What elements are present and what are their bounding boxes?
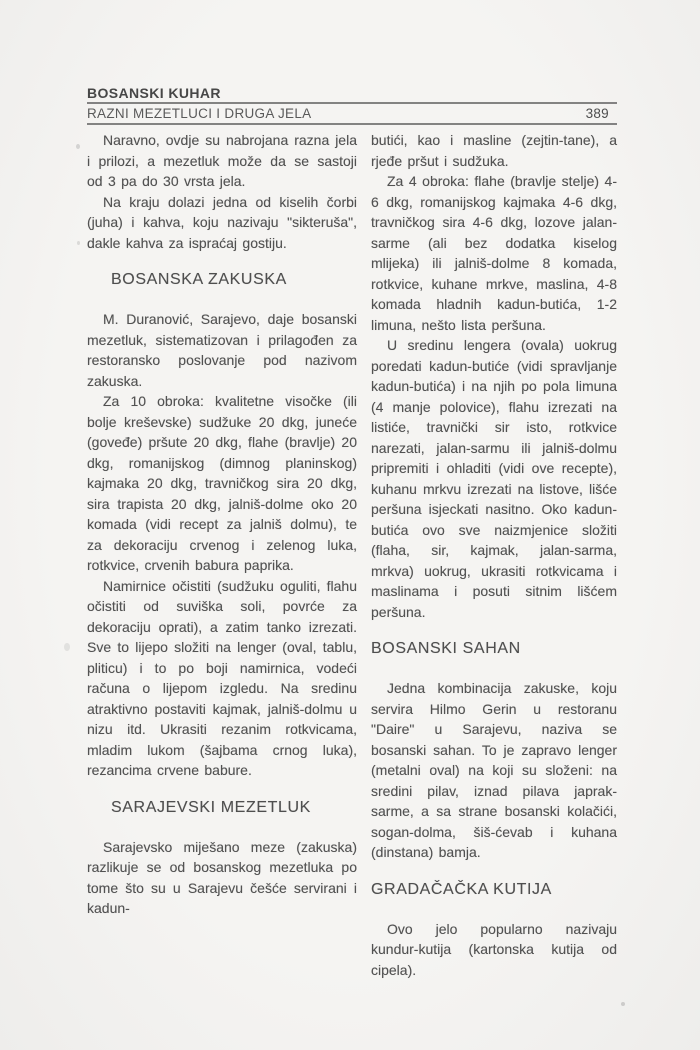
section-heading-sarajevski-mezetluk: SARAJEVSKI MEZETLUK bbox=[111, 798, 311, 816]
paragraph-continuation: butići, kao i masline (zejtin-tane), a rjeđe pršut i sudžuka. bbox=[371, 132, 617, 169]
paragraph: Ovo jelo popularno nazivaju kundur-kutija (kartonska kutija od cipela). bbox=[371, 920, 617, 978]
chapter-title: RAZNI MEZETLUCI I DRUGA JELA bbox=[87, 106, 312, 121]
scan-speckle bbox=[77, 241, 80, 245]
section-heading-bosanski-sahan: BOSANSKI SAHAN bbox=[371, 640, 521, 657]
paragraph: Naravno, ovdje su nabrojana razna jela i prilozi, a mezetluk može da se sastoji od 3 pa do 30 vrsta jela. bbox=[87, 132, 357, 189]
text-columns bbox=[87, 130, 617, 980]
paragraph: Na kraju dolazi jedna od kiselih čorbi (juha) i kahva, koju nazivaju "sikteruša", dakle kahva za ispraćaj gostiju. bbox=[87, 193, 357, 251]
paragraph: Namirnice očistiti (sudžuku oguliti, flahu očistiti od suviška soli, povrće za dekoraciju oprati), a zatim tanko izrezati. Sve to lijepo složiti na lenger (oval, tablu, pliticu) i to po boji namirnica, vodeći računa o lijepom izgledu. Na sredinu atraktivno postaviti kajmak, jalniš-dolmu u nizu itd. Ukrasiti rezanim rotkvicama, mladim lukom (šajbama crnog luka), rezancima crvene babure. bbox=[87, 577, 357, 778]
left-column bbox=[87, 130, 357, 980]
section-heading-bosanska-zakuska: BOSANSKA ZAKUSKA bbox=[111, 271, 287, 288]
header-rule-bottom bbox=[87, 123, 617, 125]
header-rule-top bbox=[87, 102, 617, 104]
paragraph: Za 10 obroka: kvalitetne visočke (ili bolje kreševske) sudžuke 20 dkg, juneće (goveđe) pršute 20 dkg, flahe (bravlje) 20 dkg, romanijskog (dimnog planinskog) kajmaka 20 dkg, travničkog sira 20 dkg, sira trapista 20 dkg, jalniš-dolme oko 20 komada (vidi recept za jalniš dolmu), te za dekoraciju crvenog i zelenog luka, rotkvice, crvenih babura paprika. bbox=[87, 393, 357, 573]
scan-speckle bbox=[621, 1002, 625, 1006]
paragraph: Sarajevsko miješano meze (zakuska) razlikuje se od bosanskog mezetluka po tome što su u Sarajevu češće servirani i kadun- bbox=[87, 838, 357, 916]
scan-speckle bbox=[76, 144, 80, 149]
page-content bbox=[87, 86, 617, 980]
paragraph: Jedna kombinacija zakuske, koju servira Hilmo Gerin u restoranu "Daire" u Sarajevu, naziva se bosanski sahan. To je zapravo lenger (metalni oval) na koji su složeni: na sredini pilav, iznad pilava japrak-sarme, a sa strane bosanski kolačići, sogan-dolma, šiš-ćevab i kuhana (dinstana) bamja. bbox=[371, 680, 617, 860]
paragraph: Za 4 obroka: flahe (bravlje stelje) 4-6 dkg, romanijskog kajmaka 4-6 dkg, travničkog sira 4-6 dkg, lozove jalan-sarme (ali bez dodatka kiselog mlijeka) ili jalniš-dolme 8 komada, rotkvice, kuhane mrkve, maslina, 4-8 komada hladnih kadun-butića, 1-2 limuna, nešto lista peršuna. bbox=[371, 173, 617, 333]
book-title: BOSANSKI KUHAR bbox=[87, 85, 221, 101]
paragraph: U sredinu lengera (ovala) uokrug poredati kadun-butiće (vidi spravljanje kadun-butića) i na njih po pola limuna (4 manje polovice), flahu izrezati na listiće, travnički sir isto, rotkvice narezati, jalan-sarmu ili jalniš-dolmu pripremiti i ohladiti (vidi ove recepte), kuhanu mrkvu izrezati na listove, lišće peršuna isjeckati nasitno. Oko kadun-butića ovo sve naizmjenice složiti (flaha, sir, kajmak, jalan-sarma, mrkva) uokrug, ukrasiti rotkvicama i maslinama i posuti sitnim lišćem peršuna. bbox=[371, 337, 617, 620]
scan-speckle bbox=[64, 643, 70, 651]
paragraph: M. Duranović, Sarajevo, daje bosanski mezetluk, sistematizovan i prilagođen za restoransko poslovanje pod nazivom zakuska. bbox=[87, 311, 357, 389]
page-number: 389 bbox=[585, 106, 609, 121]
running-header bbox=[87, 107, 617, 121]
right-column bbox=[371, 130, 617, 980]
section-heading-gradacacka-kutija: GRADAČAČKA KUTIJA bbox=[371, 880, 552, 898]
